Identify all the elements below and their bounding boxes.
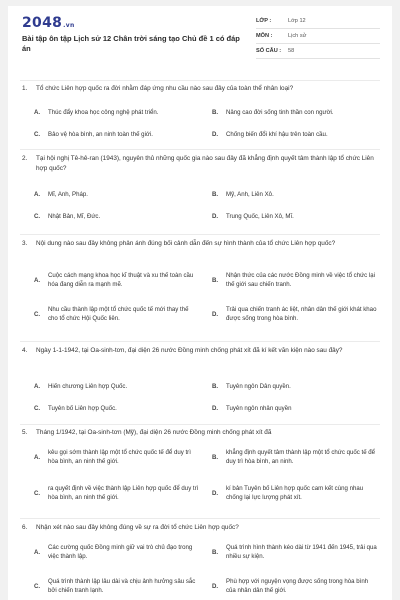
option-letter: B. [212,277,219,284]
option-letter: C. [34,131,41,138]
question-text: Tháng 1/1942, tại Oa-sinh-tơn (Mỹ), đại diện 26 nước Đồng minh chống phát xít đã [36,429,272,436]
option-text: kêu gọi sớm thành lập một tổ chức quốc tế để duy trì hòa bình, an ninh thế giới. [48,449,191,466]
option-letter: D. [212,131,219,138]
option-letter: C. [34,213,41,220]
option-letter: D. [212,405,219,412]
logo-suffix: .vn [63,22,75,29]
divider [20,341,380,342]
logo-text: 2048 [22,15,63,31]
option-letter: A. [34,109,41,116]
question-text: Nội dung nào sau đây không phản ánh đúng bối cảnh dẫn đến sự hình thành của tổ chức Liên hợp quốc? [36,240,336,247]
divider [20,80,380,81]
option-text: ra quyết định về việc thành lập Liên hợp quốc để duy trì hòa bình, an ninh thế giới. [48,485,199,502]
option-text: Trải qua chiến tranh ác liệt, nhân dân thế giới khát khao được sống trong hòa bình. [226,306,377,323]
option-text: Mỹ, Anh, Liên Xô. [226,191,274,198]
option-b[interactable] [212,543,378,567]
question-number: 3. [22,240,28,247]
question-number: 5. [22,429,28,436]
option-text: Cuộc cách mạng khoa học kĩ thuật và xu thế toàn cầu hóa đang diễn ra mạnh mẽ. [48,272,194,289]
option-letter: A. [34,454,41,461]
question-1 [8,84,392,144]
option-text: Nhận thức của các nước Đồng minh về việc tổ chức lại thế giới sau chiến tranh. [226,272,376,289]
question-text: Ngày 1-1-1942, tại Oa-sinh-tơn, đại diện 26 nước Đồng minh chống phát xít đã kí kết văn kiện nào sau đây? [36,347,343,354]
option-text: Trung Quốc, Liên Xô, Mĩ. [226,213,294,220]
question-6 [8,523,392,600]
header [8,6,392,58]
option-letter: A. [34,383,41,390]
option-text: Phù hợp với nguyện vọng được sống trong hòa bình của nhân dân thế giới. [226,578,369,595]
page-title: Bài tập ôn tập Lịch sử 12 Chân trời sáng tạo Chủ đề 1 có đáp án [22,34,240,54]
meta-table [256,14,380,59]
divider [20,149,380,150]
option-d[interactable] [212,484,378,508]
option-letter: C. [34,583,41,590]
option-text: kí bản Tuyên bố Liên hợp quốc cam kết cùng nhau chống lại lực lượng phát xít. [226,485,364,502]
option-text: Nâng cao đời sống tinh thần con người. [226,109,334,116]
option-a[interactable] [34,543,200,567]
option-a[interactable] [34,271,200,295]
option-c[interactable] [34,305,200,329]
option-letter: A. [34,549,41,556]
option-letter: D. [212,583,219,590]
option-text: khẳng định quyết tâm thành lập một tổ chức quốc tế để duy trì hòa bình, an ninh. [226,449,376,466]
question-number: 4. [22,347,28,354]
divider [20,234,380,235]
meta-row-subject [256,29,380,44]
question-4 [8,346,392,424]
option-letter: D. [212,490,219,497]
option-letter: C. [34,490,41,497]
option-text: Tuyên ngôn Dân quyền. [226,383,291,390]
option-text: Nhật Bản, Mĩ, Đức. [48,213,101,220]
option-text: Quá trình thành lập lâu dài và chịu ảnh hưởng sâu sắc bởi chiến tranh lạnh. [48,578,196,595]
meta-value: Lớp 12 [288,18,306,24]
divider [20,518,380,519]
question-text: Tại hội nghị Tê-hê-ran (1943), nguyên thủ những quốc gia nào sau đây đã khẳng định quyết tâm thành lập tổ chức Liên hợp quốc? [36,155,374,172]
option-letter: B. [212,383,219,390]
meta-value: Lịch sử [288,33,307,39]
question-number: 6. [22,524,28,531]
option-letter: B. [212,549,219,556]
document-page [8,6,392,600]
option-letter: D. [212,213,219,220]
option-text: Tuyên bố Liên hợp Quốc. [48,405,117,412]
option-letter: B. [212,191,219,198]
option-letter: C. [34,405,41,412]
option-text: Nhu cầu thành lập một tổ chức quốc tế mới thay thế cho tổ chức Hội Quốc liên. [48,306,189,323]
question-text: Nhận xét nào sau đây không đúng về sự ra đời tổ chức Liên hợp quốc? [36,524,239,531]
option-text: Quá trình hình thành kéo dài từ 1941 đến 1945, trải qua nhiều sự kiện. [226,544,377,561]
meta-value: 58 [288,48,295,54]
option-text: Các cường quốc Đồng minh giữ vai trò chủ đạo trong việc thành lập. [48,544,193,561]
question-number: 1. [22,85,28,92]
option-d[interactable] [212,305,378,329]
meta-label: SỐ CÂU : [256,48,282,54]
option-text: Hiến chương Liên hợp Quốc. [48,383,128,390]
option-text: Thúc đẩy khoa học công nghệ phát triển. [48,109,159,116]
question-3 [8,239,392,339]
option-d[interactable] [212,577,378,599]
option-letter: B. [212,454,219,461]
option-letter: C. [34,311,41,318]
option-text: Mĩ, Anh, Pháp. [48,191,88,198]
divider [20,424,380,425]
option-c[interactable] [34,484,200,508]
option-a[interactable] [34,448,200,472]
meta-row-count [256,44,380,59]
question-2 [8,154,392,232]
option-letter: D. [212,311,219,318]
meta-label: MÔN : [256,33,273,39]
question-text: Tổ chức Liên hợp quốc ra đời nhằm đáp ứng nhu cầu nào sau đây của toàn thể nhân loại? [36,85,294,92]
question-5 [8,428,392,520]
option-text: Bảo vệ hòa bình, an ninh toàn thế giới. [48,131,153,138]
option-b[interactable] [212,271,378,295]
option-b[interactable] [212,448,378,472]
option-letter: A. [34,191,41,198]
option-text: Tuyên ngôn nhân quyền [226,405,292,412]
option-text: Chống biến đổi khí hậu trên toàn cầu. [226,131,328,138]
question-number: 2. [22,155,28,162]
option-c[interactable] [34,577,200,599]
option-letter: A. [34,277,41,284]
meta-row-class [256,14,380,29]
option-letter: B. [212,109,219,116]
meta-label: LỚP : [256,18,272,24]
